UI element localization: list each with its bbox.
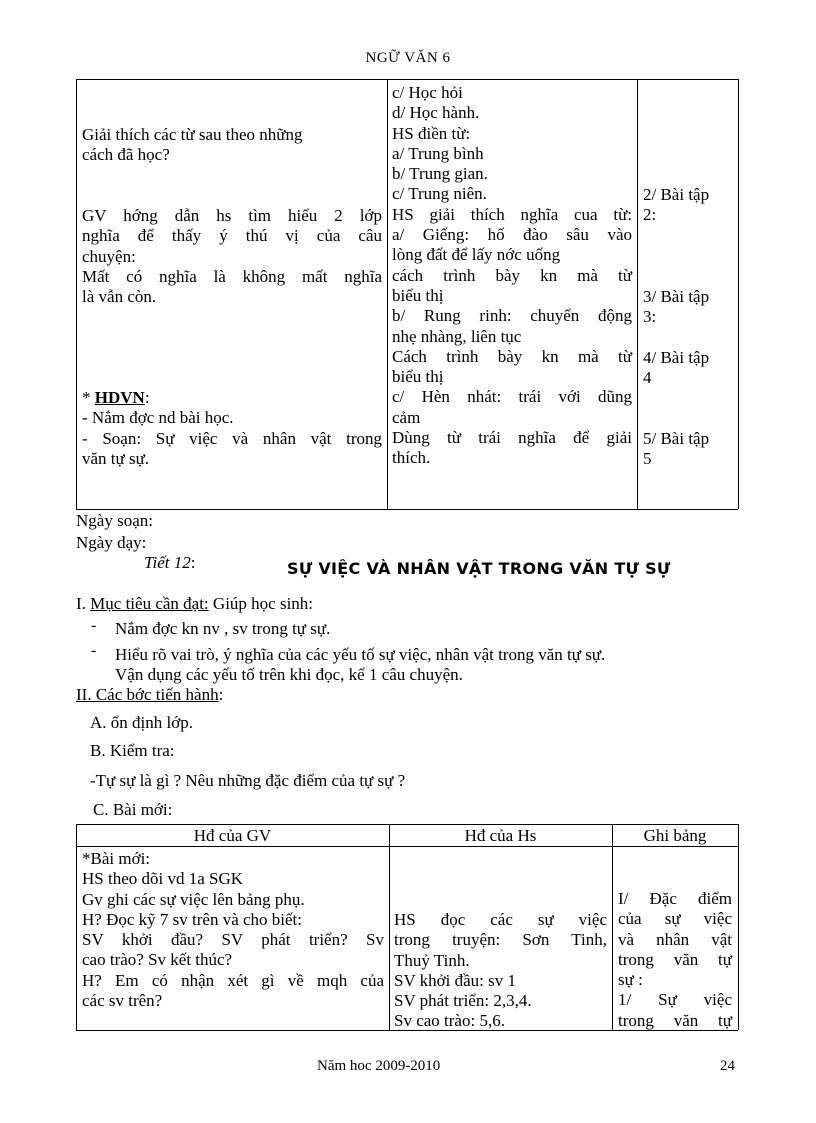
table-1-col1-line: nghĩa để thấy ý thú vị của câu bbox=[82, 226, 382, 246]
table-2-divider-1 bbox=[389, 824, 390, 1030]
table-2-col1-line: HS theo dõi vd 1a SGK bbox=[82, 869, 244, 889]
table-1-col2-line: b/ Rung rinh: chuyển động bbox=[392, 306, 632, 326]
section-2-b: B. Kiểm tra: bbox=[90, 741, 175, 760]
table-1-col3-ex4 bbox=[643, 348, 709, 389]
section-1-rest: Giúp học sinh: bbox=[208, 594, 314, 613]
table-1-col2-line: d/ Học hành. bbox=[392, 103, 480, 123]
lesson-number bbox=[144, 553, 196, 573]
page-number: 24 bbox=[720, 1058, 735, 1074]
section-2-question: -Tự sự là gì ? Nêu những đặc điểm của tự sự ? bbox=[90, 771, 406, 790]
table-1-col2-line: a/ Trung bình bbox=[392, 143, 484, 163]
ngay-day: Ngày dạy: bbox=[76, 533, 147, 552]
exercise-number: 2: bbox=[643, 205, 657, 225]
table-2-col1-line: cao trào? Sv kết thúc? bbox=[82, 950, 233, 970]
table-1-col3-ex3 bbox=[643, 287, 709, 328]
table-1-col1-line: cách đã học? bbox=[82, 145, 170, 165]
hdvn-label: HDVN bbox=[94, 388, 145, 407]
table-1-col2-line: Dùng từ trái nghĩa để giải bbox=[392, 428, 632, 448]
section-1-prefix: I. bbox=[76, 594, 91, 613]
exercise-label: 4/ Bài tập bbox=[643, 348, 710, 367]
bullet-dash-icon: - bbox=[91, 617, 97, 634]
ngay-soan: Ngày soạn: bbox=[76, 511, 153, 530]
table-2-border-right bbox=[738, 824, 739, 1030]
table-1-col2-line: biểu thị bbox=[392, 367, 444, 387]
table-1-col1-block1 bbox=[82, 125, 302, 166]
table-2-col1-line: *Bài mới: bbox=[82, 849, 151, 868]
table-1-col2-line: c/ Học hỏi bbox=[392, 83, 463, 102]
table-2-col2-line: SV phát triển: 2,3,4. bbox=[394, 991, 532, 1011]
table-2-col3-line: trong văn tự bbox=[618, 1010, 732, 1030]
table-1-col2-line: HS giải thích nghĩa cua từ: bbox=[392, 204, 632, 224]
table-1-col1-line: - Nắm đợc nd bài học. bbox=[82, 408, 234, 428]
table-1-col1-line: Giải thích các từ sau theo những bbox=[82, 125, 303, 144]
table-2-border-top bbox=[76, 824, 738, 825]
table-1-col1-line: GV hớng dẫn hs tìm hiểu 2 lớp bbox=[82, 206, 382, 225]
table-2-header-gv: Hđ của GV bbox=[193, 826, 272, 845]
table-1-col2-line: cách trình bày kn mà từ bbox=[392, 265, 632, 285]
bullet-dash-icon: - bbox=[91, 642, 97, 659]
table-1-col1-line: văn tự sự. bbox=[82, 448, 150, 468]
hdvn-line bbox=[82, 388, 382, 408]
table-1-col1-line: chuyện: bbox=[82, 246, 136, 266]
section-1-bullet: Hiểu rõ vai trò, ý nghĩa của các yếu tố sự việc, nhân vật trong văn tự sự. bbox=[115, 645, 606, 664]
table-1-border-left bbox=[76, 79, 77, 509]
table-2-col1-line: H? Em có nhận xét gì về mqh của bbox=[82, 970, 384, 990]
table-1-col2-line: b/ Trung gian. bbox=[392, 164, 488, 184]
table-1-col3-ex2 bbox=[643, 185, 709, 226]
section-2-c: C. Bài mới: bbox=[93, 800, 173, 819]
lesson-title: SỰ VIỆC VÀ NHÂN VẬT TRONG VĂN TỰ SỰ bbox=[287, 559, 671, 578]
section-2-a: A. ổn định lớp. bbox=[90, 713, 193, 732]
table-2-col2-line: trong truyện: Sơn Tinh, bbox=[394, 930, 607, 950]
table-2-col3-line: và nhân vật bbox=[618, 929, 732, 949]
table-2-col3-line: sự : bbox=[618, 970, 643, 990]
lesson-number-text: Tiết 12 bbox=[144, 553, 191, 572]
exercise-label: 2/ Bài tập bbox=[643, 185, 710, 204]
table-2-col1-line: các sv trên? bbox=[82, 991, 163, 1011]
exercise-label: 3/ Bài tập bbox=[643, 287, 710, 306]
table-2-col1-line: SV khởi đầu? SV phát triển? Sv bbox=[82, 930, 384, 950]
hdvn-star: * bbox=[82, 388, 95, 407]
table-2-col2-line: Thuỷ Tinh. bbox=[394, 950, 470, 970]
table-2-border-left bbox=[76, 824, 77, 1030]
table-1-col1-line: Mất có nghĩa là không mất nghĩa bbox=[82, 266, 382, 286]
table-2-divider-2 bbox=[612, 824, 613, 1030]
table-1-col1-block2 bbox=[82, 206, 382, 307]
table-1-col3-ex5 bbox=[643, 429, 709, 470]
table-1-col2-line: lòng đất để lấy nớc uống bbox=[392, 245, 561, 265]
table-2-col3-line: 1/ Sự việc bbox=[618, 990, 732, 1010]
exercise-label: 5/ Bài tập bbox=[643, 429, 710, 448]
table-1-col2-line: thích. bbox=[392, 448, 431, 468]
table-1-col1-block3 bbox=[82, 388, 382, 469]
section-2-label: II. Các bớc tiến hành bbox=[76, 685, 219, 704]
table-1-col2-line: HS điền từ: bbox=[392, 123, 471, 143]
table-1-col1-line: - Soạn: Sự việc và nhân vật trong bbox=[82, 428, 382, 448]
table-2-col1-line: H? Đọc kỹ 7 sv trên và cho biết: bbox=[82, 909, 302, 929]
section-1-bullet: Nắm đợc kn nv , sv trong tự sự. bbox=[115, 619, 331, 638]
table-1-border-bottom bbox=[76, 509, 738, 510]
table-1-border-top bbox=[76, 79, 738, 80]
table-2-header-ghi-bang: Ghi bảng bbox=[643, 826, 707, 845]
table-2-col3-line: trong văn tự bbox=[618, 949, 732, 969]
table-2-col2 bbox=[394, 910, 607, 1032]
table-1-col2-line: c/ Trung niên. bbox=[392, 184, 487, 204]
section-1-heading bbox=[76, 594, 313, 614]
table-1-col2-line: nhẹ nhàng, liên tục bbox=[392, 326, 522, 346]
table-1-col2 bbox=[392, 83, 632, 469]
table-2-col1 bbox=[82, 849, 384, 1011]
table-2-col2-line: HS đọc các sự việc bbox=[394, 910, 607, 929]
exercise-number: 5 bbox=[643, 449, 652, 469]
exercise-number: 4 bbox=[643, 368, 652, 388]
table-1-border-right bbox=[738, 79, 739, 509]
section-2-colon: : bbox=[218, 685, 224, 704]
table-1-divider-1 bbox=[387, 79, 388, 509]
table-1-divider-2 bbox=[637, 79, 638, 509]
footer-year: Năm hoc 2009-2010 bbox=[317, 1058, 441, 1074]
table-2-col3-line: của sự việc bbox=[618, 909, 732, 929]
table-1-col2-line: biểu thị bbox=[392, 285, 444, 305]
table-1-col2-line: c/ Hèn nhát: trái với dũng bbox=[392, 387, 632, 407]
table-1-col2-line: cảm bbox=[392, 407, 421, 427]
section-1-bullet: Vận dụng các yếu tố trên khi đọc, kể 1 câu chuyện. bbox=[115, 665, 463, 684]
table-2-col1-line: Gv ghi các sự việc lên bảng phụ. bbox=[82, 889, 305, 909]
exercise-number: 3: bbox=[643, 307, 657, 327]
table-1-col1-line: là vẫn còn. bbox=[82, 287, 157, 307]
table-1-col2-line: Cách trình bày kn mà từ bbox=[392, 346, 632, 366]
hdvn-colon: : bbox=[144, 388, 150, 407]
lesson-number-colon: : bbox=[190, 553, 196, 572]
section-1-label: Mục tiêu cần đạt: bbox=[90, 594, 209, 613]
section-2-heading bbox=[76, 685, 223, 705]
table-2-col2-line: Sv cao trào: 5,6. bbox=[394, 1011, 505, 1031]
table-2-col2-line: SV khởi đầu: sv 1 bbox=[394, 970, 517, 990]
table-2-header-hs: Hđ của Hs bbox=[464, 826, 537, 845]
table-1-col2-line: a/ Giếng: hố đào sâu vào bbox=[392, 225, 632, 245]
table-2-col3-line: I/ Đặc điểm bbox=[618, 889, 732, 908]
table-2-col3 bbox=[618, 889, 732, 1031]
page-header: NGỮ VĂN 6 bbox=[365, 50, 451, 66]
